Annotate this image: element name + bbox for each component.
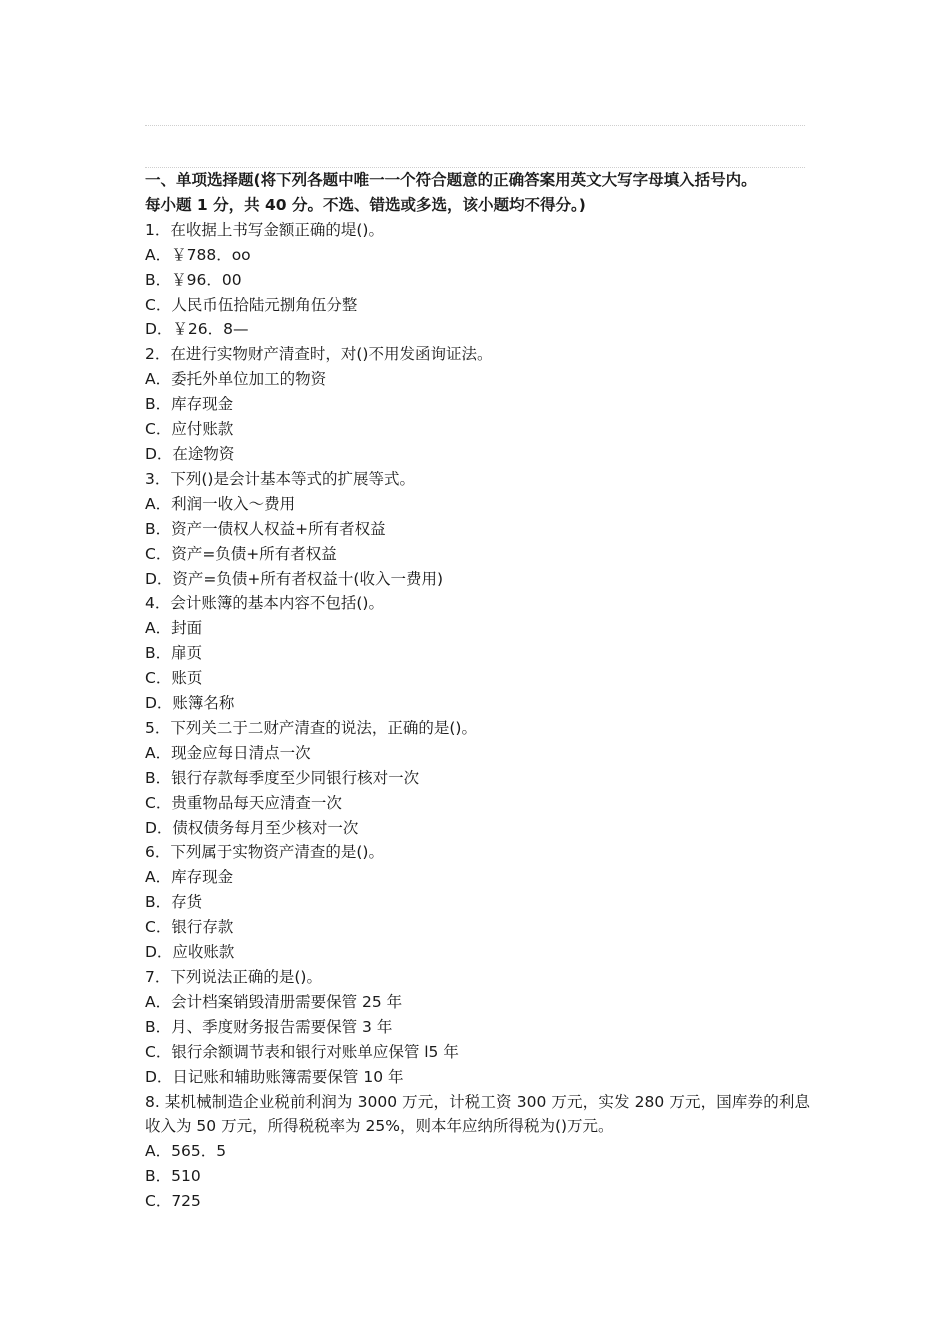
question-7 [145, 965, 810, 1090]
question-stem: 1．在收据上书写金额正确的堤()。 [145, 220, 384, 239]
option-b: B．库存现金 [145, 395, 234, 414]
document-body [145, 168, 810, 1214]
option-d: D．资产=负债+所有者权益十(收入一费用) [145, 569, 444, 588]
option-a: A．￥788．oo [145, 245, 251, 264]
option-c: C．银行余额调节表和银行对账单应保管 l5 年 [145, 1042, 459, 1061]
option-d: D．日记账和辅助账簿需要保管 10 年 [145, 1067, 404, 1086]
option-d: D．应收账款 [145, 943, 235, 962]
question-8 [145, 1090, 810, 1215]
section-heading-continued: 每小题 1 分，共 40 分。不选、错选或多选，该小题均不得分。) [145, 195, 586, 214]
question-1 [145, 218, 810, 343]
question-3 [145, 467, 810, 592]
question-stem: 3．下列()是会计基本等式的扩展等式。 [145, 469, 415, 488]
option-d: D．债权债务每月至少核对一次 [145, 818, 359, 837]
option-b: B．扉页 [145, 644, 203, 663]
option-c: C．应付账款 [145, 420, 234, 439]
question-stem: 2．在进行实物财产清查时，对()不用发函询证法。 [145, 345, 493, 364]
question-stem: 8. 某机械制造企业税前利润为 3000 万元，计税工资 300 万元，实发 280 万元，国库券的利息收入为 50 万元，所得税税率为 25%，则本年应纳所得税为()万元。 [145, 1092, 810, 1136]
option-c: C．贵重物品每天应清查一次 [145, 793, 342, 812]
option-d: D．在途物资 [145, 444, 235, 463]
question-6 [145, 840, 810, 965]
option-c: C．账页 [145, 669, 203, 688]
option-a: A．565．5 [145, 1142, 227, 1161]
option-a: A．利润一收入～费用 [145, 494, 296, 513]
question-5 [145, 716, 810, 841]
section-heading: 一、单项选择题(将下列各题中唯一一个符合题意的正确答案用英文大写字母填入括号内。 [145, 171, 757, 189]
option-b: B．月、季度财务报告需要保管 3 年 [145, 1017, 393, 1036]
question-4 [145, 591, 810, 716]
option-b: B．银行存款每季度至少同银行核对一次 [145, 768, 420, 787]
option-d: D．￥26．8— [145, 320, 249, 339]
option-b: B．￥96．00 [145, 270, 242, 289]
option-a: A．库存现金 [145, 868, 234, 887]
option-c: C．资产=负债+所有者权益 [145, 544, 337, 563]
question-2 [145, 342, 810, 467]
option-a: A．委托外单位加工的物资 [145, 370, 327, 389]
option-c: C．人民币伍拾陆元捌角伍分整 [145, 295, 358, 314]
option-a: A．封面 [145, 619, 203, 638]
header-divider [145, 125, 805, 126]
question-stem: 5．下列关二于二财产清查的说法，正确的是()。 [145, 718, 477, 737]
option-b: B．存货 [145, 893, 203, 912]
question-stem: 6．下列属于实物资产清查的是()。 [145, 843, 384, 862]
option-b: B．资产一债权人权益+所有者权益 [145, 519, 386, 538]
option-a: A．会计档案销毁清册需要保管 25 年 [145, 992, 403, 1011]
option-b: B．510 [145, 1167, 201, 1186]
option-c: C．银行存款 [145, 918, 234, 937]
question-stem: 7．下列说法正确的是()。 [145, 968, 322, 986]
question-stem: 4．会计账簿的基本内容不包括()。 [145, 594, 384, 613]
option-c: C．725 [145, 1192, 201, 1211]
option-d: D．账簿名称 [145, 694, 235, 713]
option-a: A．现金应每日清点一次 [145, 743, 311, 762]
